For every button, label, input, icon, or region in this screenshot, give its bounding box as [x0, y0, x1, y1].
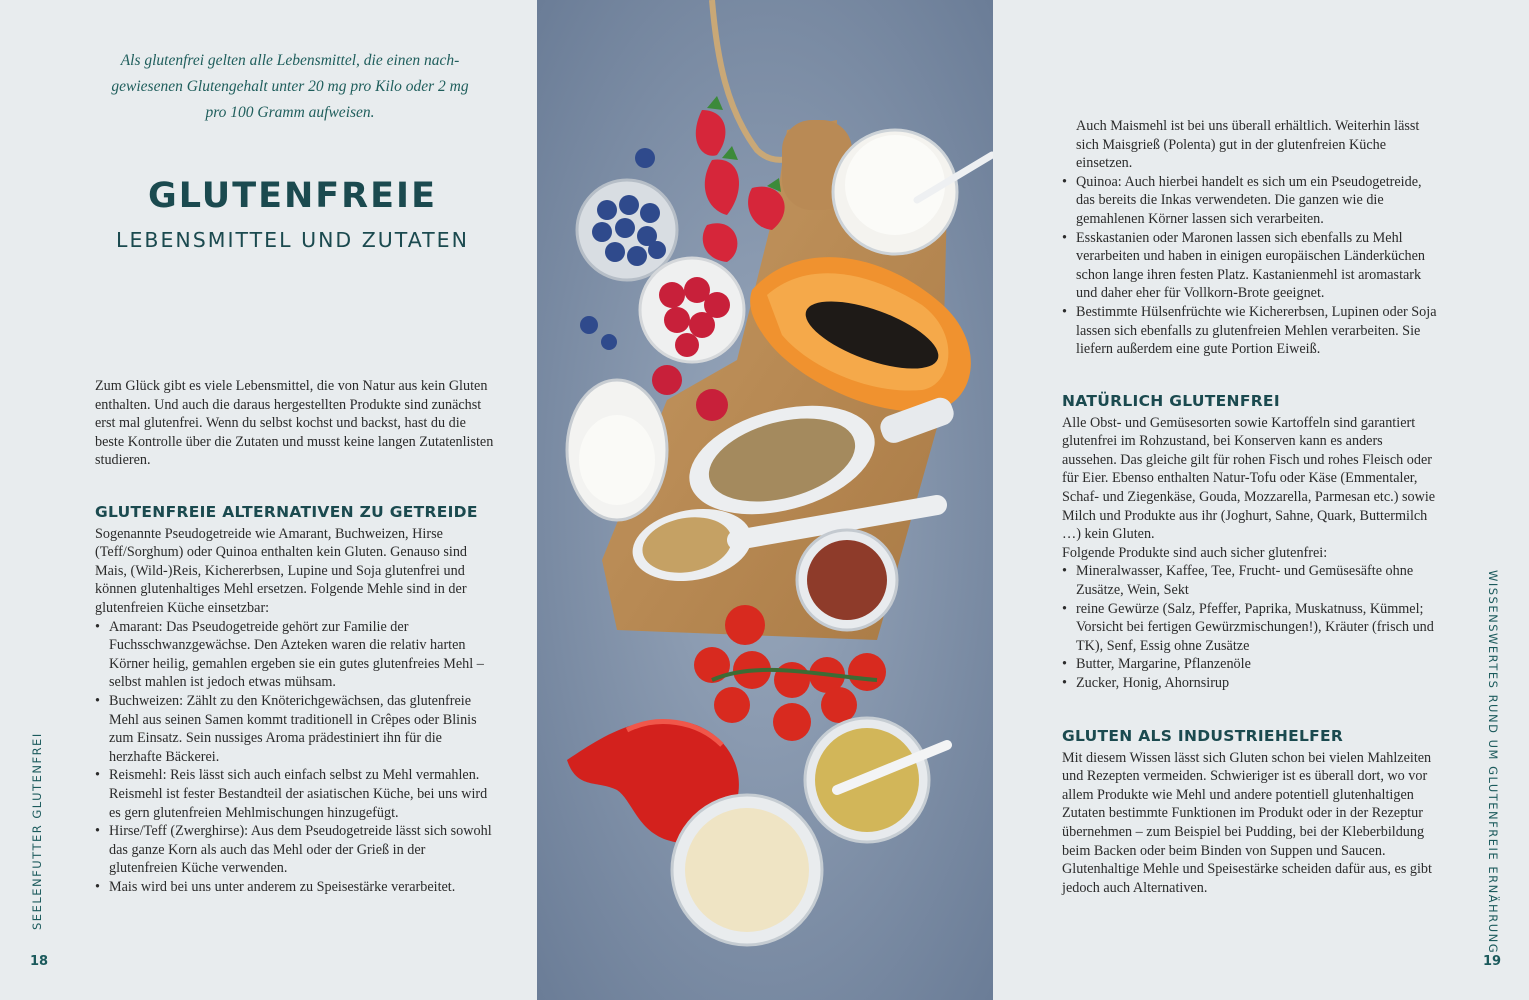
list-item: • Mineralwasser, Kaffee, Tee, Frucht- und Gemüsesäfte ohne Zusätze, Wein, Sekt — [1062, 562, 1440, 599]
industry-section — [1062, 727, 1440, 897]
flour-list-continued — [1062, 173, 1440, 359]
list-item: • reine Gewürze (Salz, Pfeffer, Paprika, Muskatnuss, Kümmel; Vorsicht bei fertigen Gewürzmischungen!), Kräuter (frisch und TK), Senf, Essig ohne Zusätze — [1062, 600, 1440, 656]
list-item: • Zucker, Honig, Ahornsirup — [1062, 674, 1440, 693]
flour-list — [95, 618, 495, 897]
list-item: • Reismehl: Reis lässt sich auch einfach selbst zu Mehl vermahlen. Reismehl ist fester Bestandteil der asiatischen Küche, bei uns wird es gern glutenfreien Mehlmischungen hinzugefügt. — [95, 766, 495, 822]
section-paragraph-alternatives: Sogenannte Pseudogetreide wie Amarant, Buchweizen, Hirse (Teff/Sorghum) oder Quinoa enthalten kein Gluten. Genauso sind Mais, (Wild-)Reis, Kichererbsen, Lupine und Soja glutenfrei und können glutenhaltiges Mehl ersetzen. Folgende Mehle sind in der glutenfreien Küche einsetzbar: — [95, 525, 468, 616]
page-number-right: 19 — [1483, 954, 1502, 969]
safe-products-list — [1062, 562, 1440, 692]
list-item: • Bestimmte Hülsenfrüchte wie Kichererbsen, Lupinen oder Soja lassen sich ebenfalls zu glutenfreien Mehlen verarbeiten. Sie liefern außerdem eine gute Portion Eiweiß. — [1062, 303, 1440, 359]
section-heading-natural: NATÜRLICH GLUTENFREI — [1062, 392, 1280, 410]
running-title-left: SEELENFUTTER GLUTENFREI — [30, 732, 44, 930]
list-item: • Amarant: Das Pseudogetreide gehört zur Familie der Fuchsschwanzgewächse. Den Azteken waren die relativ harten Körner heilig, gemahlen ergeben sie ein gutes glutenfreies Mehl – selbst mahlen ist jedoch etwas mühsam. — [95, 618, 495, 692]
page-title: GLUTENFREIE — [148, 176, 437, 216]
left-section — [95, 503, 495, 896]
list-item: • Buchweizen: Zählt zu den Knöterichgewächsen, das glutenfreie Mehl aus seinen Samen kommt traditionell in Crêpes oder Blinis zum Einsatz. Sein nussiges Aroma prädestiniert ihn für die herzhafte Bäckerei. — [95, 692, 495, 766]
right-top-block — [1062, 117, 1440, 359]
continuation-paragraph: Auch Maismehl ist bei uns überall erhältlich. Weiterhin lässt sich Maisgrieß (Polenta) gut in der glutenfreien Küche einsetzen. — [1076, 118, 1420, 172]
list-item: • Quinoa: Auch hierbei handelt es sich um ein Pseudogetreide, das bereits die Inkas verwendeten. Die ganzen wie die gemahlenen Körner lassen sich verarbeiten. — [1062, 173, 1440, 229]
section-heading-industry: GLUTEN ALS INDUSTRIEHELFER — [1062, 727, 1344, 745]
section-lead-natural: Folgende Produkte sind auch sicher glutenfrei: — [1062, 544, 1328, 561]
left-intro-paragraph — [95, 377, 495, 470]
natural-section — [1062, 392, 1440, 693]
food-photo — [537, 0, 993, 1000]
list-item: • Mais wird bei uns unter anderem zu Speisestärke verarbeitet. — [95, 878, 495, 897]
list-item: • Butter, Margarine, Pflanzenöle — [1062, 655, 1440, 674]
running-title-right: WISSENSWERTES RUND UM GLUTENFREIE ERNÄHRUNG — [1486, 570, 1500, 955]
intro-paragraph: Zum Glück gibt es viele Lebensmittel, die von Natur aus kein Gluten enthalten. Und auch die daraus hergestellten Produkte sind zunächst erst mal glutenfrei. Wenn du selbst kochst und backst, hast du die beste Kontrolle über die Zutaten und musst keine langen Zutatenlisten studieren. — [95, 378, 494, 469]
intro-quote: Als glutenfrei gelten alle Lebensmittel, die einen nach-gewiesenen Glutengehalt unter 20 mg pro Kilo oder 2 mg pro 100 Gramm aufweisen. — [111, 52, 469, 121]
page-number-left: 18 — [30, 954, 49, 969]
list-item: • Hirse/Teff (Zwerghirse): Aus dem Pseudogetreide lässt sich sowohl das ganze Korn als auch das Mehl oder der Grieß in der glutenfreien Küche verwenden. — [95, 822, 495, 878]
section-paragraph-industry: Mit diesem Wissen lässt sich Gluten schon bei vielen Mahlzeiten und Rezepten vermeiden. Schwieriger ist es überall dort, wo vor allem Produkte wie Mehl und andere potentiell glutenhaltigen Zutaten bestimmte Funktionen im Produkt oder in der Rezeptur übernehmen – zum Beispiel bei Pudding, bei der Kleberbildung beim Backen oder beim Binden von Suppen und Saucen. Glutenhaltige Mehle und Speisestärke scheiden dafür aus, es gibt jedoch auch Alternativen. — [1062, 749, 1432, 896]
list-item: • Esskastanien oder Maronen lassen sich ebenfalls zu Mehl verarbeiten und haben in einigen europäischen Länderküchen schon lange ihren festen Platz. Kastanienmehl ist aromastark und daher eher für Vollkorn-Brote geeignet. — [1062, 229, 1440, 303]
section-paragraph-natural: Alle Obst- und Gemüsesorten sowie Kartoffeln sind garantiert glutenfrei im Rohzustand, bei Konserven kann es anders aussehen. Das gleiche gilt für rohen Fisch und rohes Fleisch oder für Eier. Ebenso enthalten Natur-Tofu oder Käse (Emmentaler, Schaf- und Ziegenkäse, Gouda, Mozzarella, Parmesan etc.) sowie Milch und Produkte aus ihr (Joghurt, Sahne, Quark, Buttermilch …) kein Gluten. — [1062, 414, 1436, 543]
page-subtitle: LEBENSMITTEL UND ZUTATEN — [116, 228, 469, 252]
section-heading-alternatives: GLUTENFREIE ALTERNATIVEN ZU GETREIDE — [95, 503, 478, 521]
